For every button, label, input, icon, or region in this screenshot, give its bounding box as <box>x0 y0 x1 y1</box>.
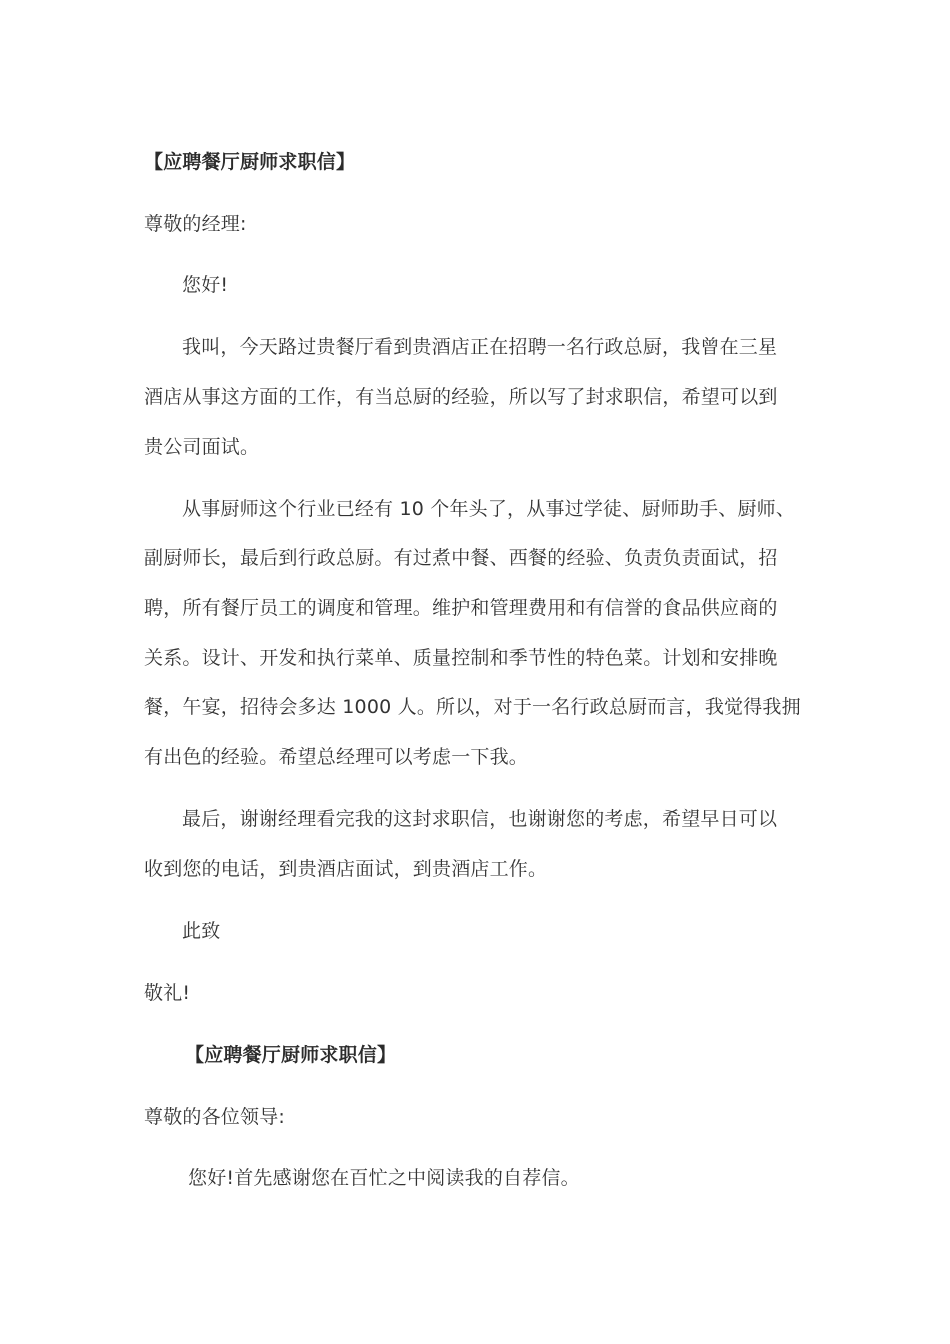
letter1-para2-line3: 聘，所有餐厅员工的调度和管理。维护和管理费用和有信誉的食品供应商的 <box>144 597 778 619</box>
letter1-para2-line6: 有出色的经验。希望总经理可以考虑一下我。 <box>144 746 529 768</box>
letter1-para2-line4: 关系。设计、开发和执行菜单、质量控制和季节性的特色菜。计划和安排晚 <box>144 647 778 669</box>
letter1-greeting: 您好! <box>182 274 229 296</box>
letter1-para1-line2: 酒店从事这方面的工作，有当总厨的经验，所以写了封求职信，希望可以到 <box>144 386 778 408</box>
letter1-para2-line5: 餐，午宴，招待会多达 1000 人。所以，对于一名行政总厨而言，我觉得我拥 <box>144 696 801 718</box>
letter2-greeting: 您好!首先感谢您在百忙之中阅读我的自荐信。 <box>188 1167 580 1189</box>
letter1-para1-line1: 我叫，今天路过贵餐厅看到贵酒店正在招聘一名行政总厨，我曾在三星 <box>182 336 778 358</box>
letter2-salutation: 尊敬的各位领导: <box>144 1106 286 1128</box>
letter1-closing1: 此致 <box>182 920 221 942</box>
letter1-para1-line3: 贵公司面试。 <box>144 436 260 458</box>
letter1-para3-line2: 收到您的电话，到贵酒店面试，到贵酒店工作。 <box>144 858 548 880</box>
letter1-para2-line1: 从事厨师这个行业已经有 10 个年头了，从事过学徒、厨师助手、厨师、 <box>182 498 796 520</box>
letter1-para2-line2: 副厨师长，最后到行政总厨。有过煮中餐、西餐的经验、负责负责面试，招 <box>144 547 778 569</box>
letter1-para3-line1: 最后，谢谢经理看完我的这封求职信，也谢谢您的考虑，希望早日可以 <box>182 808 778 830</box>
letter2-title: 【应聘餐厅厨师求职信】 <box>185 1044 397 1066</box>
letter1-title: 【应聘餐厅厨师求职信】 <box>144 151 356 173</box>
letter1-salutation: 尊敬的经理: <box>144 213 247 235</box>
letter1-closing2: 敬礼! <box>144 982 191 1004</box>
